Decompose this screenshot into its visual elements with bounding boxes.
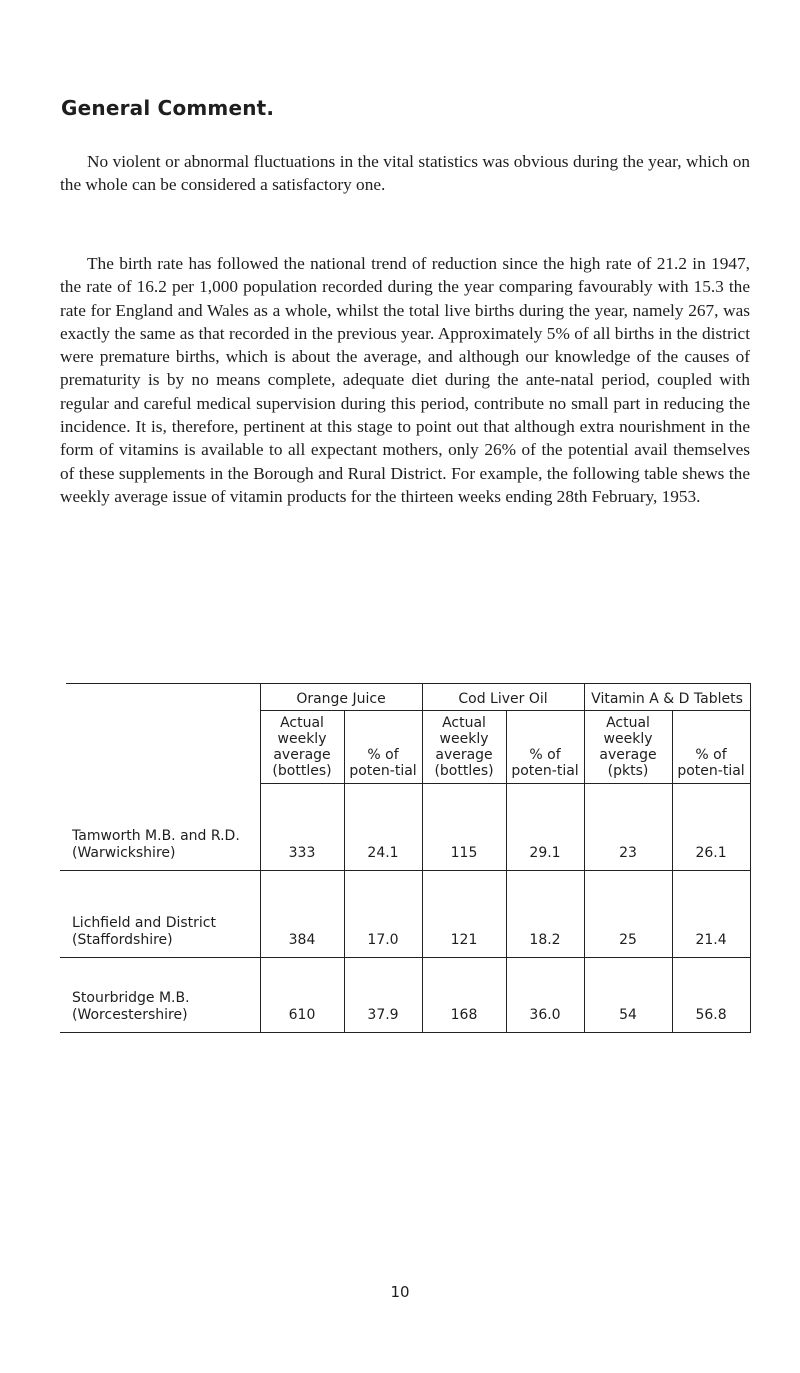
district-name: Tamworth M.B. and R.D. (Warwickshire) xyxy=(72,828,240,861)
clo-average: 168 xyxy=(422,958,506,1033)
paragraph-birth-rate: The birth rate has followed the national trend of reduction since the high rate of 21.2 in 1947, the rate of 16.2 per 1,000 population recorded during the year comparing favourably with 15.3 the rate for England and Wales as a whole, whilst the total live births during the year, namely 267, was exactly the same as that recorded in the previous year. Approximately 5% of all births in the district were premature births, which is about the average, and although our knowledge of the causes of prematurity is by no means complete, adequate diet during the ante-natal period, coupled with regular and careful medical supervision during this period, contribute no small part in reducing the incidence. It is, therefore, pertinent at this stage to point out that although extra nourishment in the form of vitamins is available to all expectant mothers, only 26% of the potential avail themselves of these supplements in the Borough and Rural District. For example, the following table shews the weekly average issue of vitamin products for the thirteen weeks ending 28th February, 1953. xyxy=(60,254,750,506)
vit-average: 54 xyxy=(584,958,672,1033)
oj-percent: 37.9 xyxy=(344,958,422,1033)
subheader-oj-percent: % of poten-tial xyxy=(344,711,422,784)
oj-percent: 17.0 xyxy=(344,871,422,958)
subheader-oj-average: Actual weekly average (bottles) xyxy=(260,711,344,784)
page-number: 10 xyxy=(390,1283,410,1301)
table-row xyxy=(60,958,750,1033)
table-group-header-row xyxy=(60,683,750,711)
oj-average: 610 xyxy=(260,958,344,1033)
vitamin-issue-table xyxy=(60,683,751,1033)
district-name: Stourbridge M.B. (Worcestershire) xyxy=(60,958,260,1033)
table-corner xyxy=(60,683,260,711)
vit-percent: 26.1 xyxy=(672,784,750,871)
table-subheader-row xyxy=(60,711,750,784)
district-name: Lichfield and District (Staffordshire) xyxy=(60,871,260,958)
table-corner-sub xyxy=(60,711,260,784)
subheader-vit-average: Actual weekly average (pkts) xyxy=(584,711,672,784)
clo-percent: 36.0 xyxy=(506,958,584,1033)
section-heading: General Comment. xyxy=(61,96,275,120)
clo-average: 115 xyxy=(422,784,506,871)
group-header-cod-liver-oil: Cod Liver Oil xyxy=(422,683,584,711)
group-header-orange-juice: Orange Juice xyxy=(260,683,422,711)
table-row xyxy=(60,871,750,958)
subheader-clo-percent: % of poten-tial xyxy=(506,711,584,784)
clo-percent: 29.1 xyxy=(506,784,584,871)
vit-percent: 56.8 xyxy=(672,958,750,1033)
vit-average: 23 xyxy=(584,784,672,871)
vit-average: 25 xyxy=(584,871,672,958)
oj-average: 384 xyxy=(260,871,344,958)
oj-percent: 24.1 xyxy=(344,784,422,871)
vit-percent: 21.4 xyxy=(672,871,750,958)
subheader-vit-percent: % of poten-tial xyxy=(672,711,750,784)
table-row xyxy=(60,784,750,871)
group-header-vitamin-tablets: Vitamin A & D Tablets xyxy=(584,683,750,711)
paragraph-intro: No violent or abnormal fluctuations in the vital statistics was obvious during the year, which on the whole can be considered a satisfactory one. xyxy=(60,152,750,195)
clo-percent: 18.2 xyxy=(506,871,584,958)
subheader-clo-average: Actual weekly average (bottles) xyxy=(422,711,506,784)
clo-average: 121 xyxy=(422,871,506,958)
oj-average: 333 xyxy=(260,784,344,871)
